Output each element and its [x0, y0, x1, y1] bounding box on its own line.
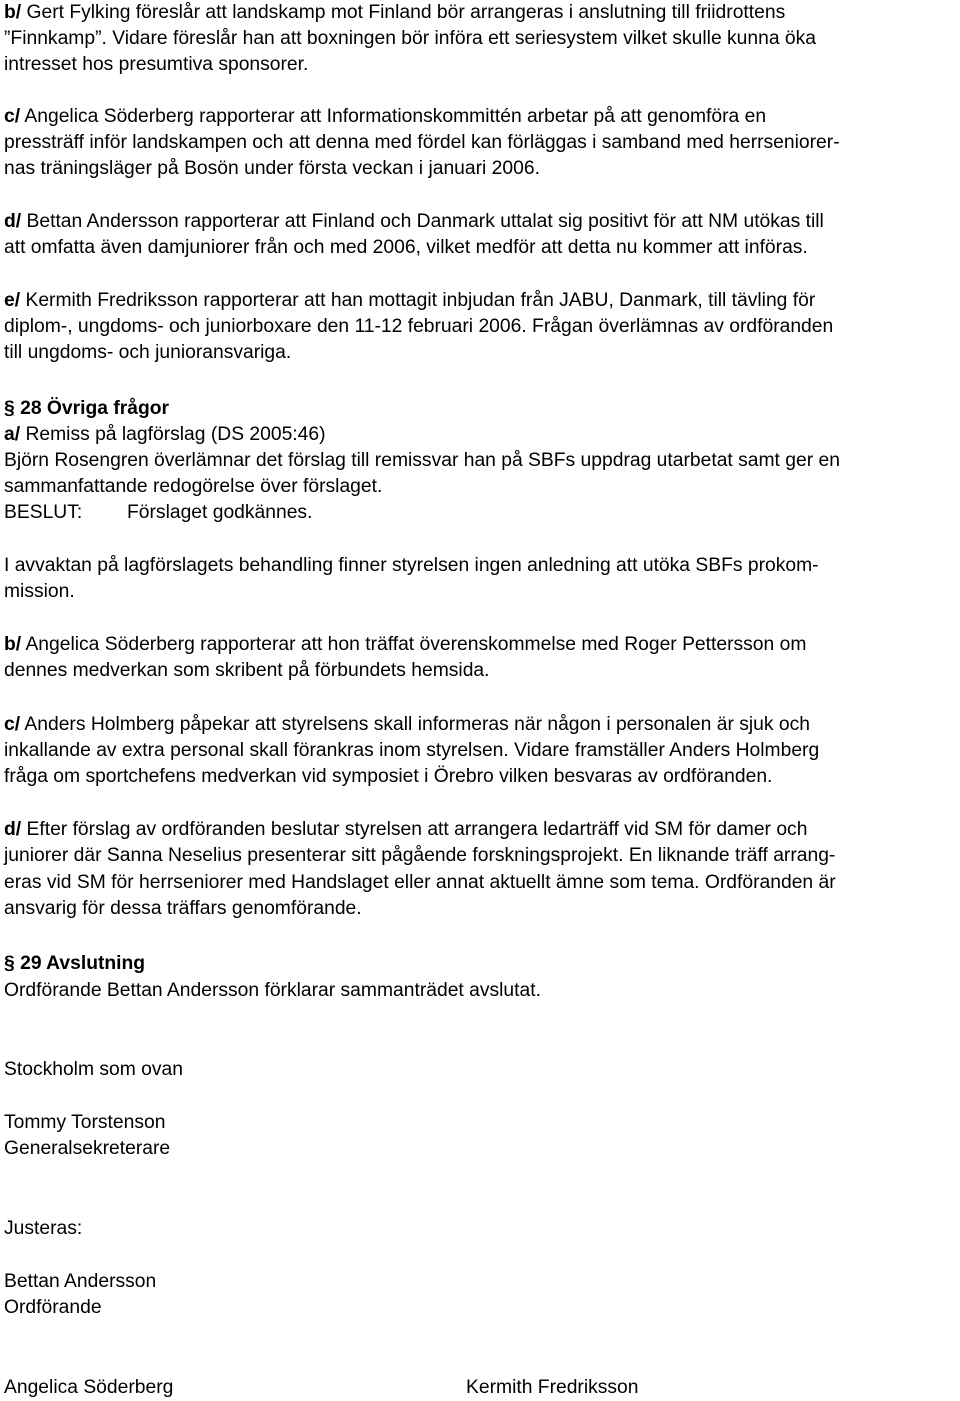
item-c-personal-line-2: inkallande av extra personal skall förankras inom styrelsen. Vidare framställer Anders Holmberg: [4, 740, 820, 761]
item-a-remiss-line-2: sammanfattande redogörelse över förslaget.: [4, 476, 383, 497]
item-a-remiss-title: [4, 422, 326, 448]
item-b-skribent-line-1: [4, 632, 806, 658]
closing-place: Stockholm som ovan: [4, 1059, 183, 1080]
section-symbol: §: [4, 953, 15, 974]
item-e-jabu-line-1: [4, 288, 815, 314]
item-marker: c/: [4, 714, 21, 735]
item-d-ledartraff-line-3: eras vid SM för herrseniorer med Handslaget eller annat aktuellt ämne som tema. Ordföranden är: [4, 872, 836, 893]
item-b-fylking-line-1: [4, 0, 785, 26]
secretary-title: Generalsekreterare: [4, 1138, 171, 1159]
item-d-ledartraff-line-4: ansvarig för dessa träffars genomförande.: [4, 898, 362, 919]
paragraph-text: Efter förslag av ordföranden beslutar styrelsen att arrangera ledarträff vid SM för damer och: [26, 819, 808, 840]
paragraph-text: Angelica Söderberg rapporterar att hon träffat överenskommelse med Roger Pettersson om: [25, 634, 807, 655]
item-avvaktan-line-1: I avvaktan på lagförslagets behandling finner styrelsen ingen anledning att utöka SBFs prokom-: [4, 555, 819, 576]
item-title: Remiss på lagförslag (DS 2005:46): [25, 424, 326, 445]
item-marker: b/: [4, 634, 22, 655]
item-marker: d/: [4, 211, 22, 232]
item-d-ledartraff-line-1: [4, 817, 807, 843]
paragraph-text: Gert Fylking föreslår att landskamp mot Finland bör arrangeras i anslutning till friidrottens: [26, 2, 786, 23]
item-d-ledartraff-line-2: juniorer där Sanna Neselius presenterar sitt pågående forskningsprojekt. En liknande träff arrang-: [4, 845, 836, 866]
item-d-nm-line-2: att omfatta även damjuniorer från och med 2006, vilket medför att detta nu kommer att införas.: [4, 237, 808, 258]
paragraph-text: Anders Holmberg påpekar att styrelsens skall informeras när någon i personalen är sjuk och: [24, 714, 810, 735]
section-title: 29 Avslutning: [20, 953, 146, 974]
beslut-label: BESLUT:: [4, 502, 83, 523]
item-marker: a/: [4, 424, 21, 445]
item-a-remiss-line-1: Björn Rosengren överlämnar det förslag till remissvar han på SBFs uppdrag utarbetat samt ger en: [4, 450, 840, 471]
item-b-skribent-line-2: dennes medverkan som skribent på förbundets hemsida.: [4, 660, 490, 681]
section-29-text: Ordförande Bettan Andersson förklarar sammanträdet avslutat.: [4, 980, 541, 1001]
item-marker: b/: [4, 2, 22, 23]
secretary-name: Tommy Torstenson: [4, 1112, 166, 1133]
item-b-fylking-line-3: intresset hos presumtiva sponsorer.: [4, 54, 309, 75]
item-b-fylking-line-2: ”Finnkamp”. Vidare föreslår han att boxningen bör införa ett seriesystem vilket skulle kunna öka: [4, 28, 817, 49]
justeras-label: Justeras:: [4, 1218, 83, 1239]
item-c-info-line-1: [4, 104, 766, 130]
item-marker: c/: [4, 106, 21, 127]
signatory-right: Kermith Fredriksson: [466, 1377, 639, 1398]
paragraph-text: Angelica Söderberg rapporterar att Informationskommittén arbetar på att genomföra en: [24, 106, 767, 127]
item-d-nm-line-1: [4, 209, 824, 235]
item-marker: d/: [4, 819, 22, 840]
paragraph-text: Bettan Andersson rapporterar att Finland och Danmark uttalat sig positivt för att NM utökas till: [26, 211, 824, 232]
chair-name: Bettan Andersson: [4, 1271, 157, 1292]
item-e-jabu-line-2: diplom-, ungdoms- och juniorboxare den 11-12 februari 2006. Frågan överlämnas av ordföranden: [4, 316, 834, 337]
beslut-text: Förslaget godkännes.: [127, 502, 313, 523]
beslut-line: [4, 500, 312, 526]
item-avvaktan-line-2: mission.: [4, 581, 75, 602]
section-title: 28 Övriga frågor: [20, 398, 170, 419]
item-e-jabu-line-3: till ungdoms- och junioransvariga.: [4, 342, 292, 363]
section-29-heading: [4, 951, 145, 977]
item-c-info-line-3: nas träningsläger på Bosön under första veckan i januari 2006.: [4, 158, 540, 179]
item-c-personal-line-1: [4, 712, 810, 738]
item-marker: e/: [4, 290, 21, 311]
item-c-personal-line-3: fråga om sportchefens medverkan vid symposiet i Örebro vilken besvaras av ordföranden.: [4, 766, 773, 787]
chair-title: Ordförande: [4, 1297, 102, 1318]
item-c-info-line-2: pressträff inför landskampen och att denna med fördel kan förläggas i samband med herrseniorer-: [4, 132, 840, 153]
section-symbol: §: [4, 398, 15, 419]
signatory-left: Angelica Söderberg: [4, 1377, 174, 1398]
paragraph-text: Kermith Fredriksson rapporterar att han mottagit inbjudan från JABU, Danmark, till tävling för: [25, 290, 816, 311]
section-28-heading: [4, 396, 169, 422]
